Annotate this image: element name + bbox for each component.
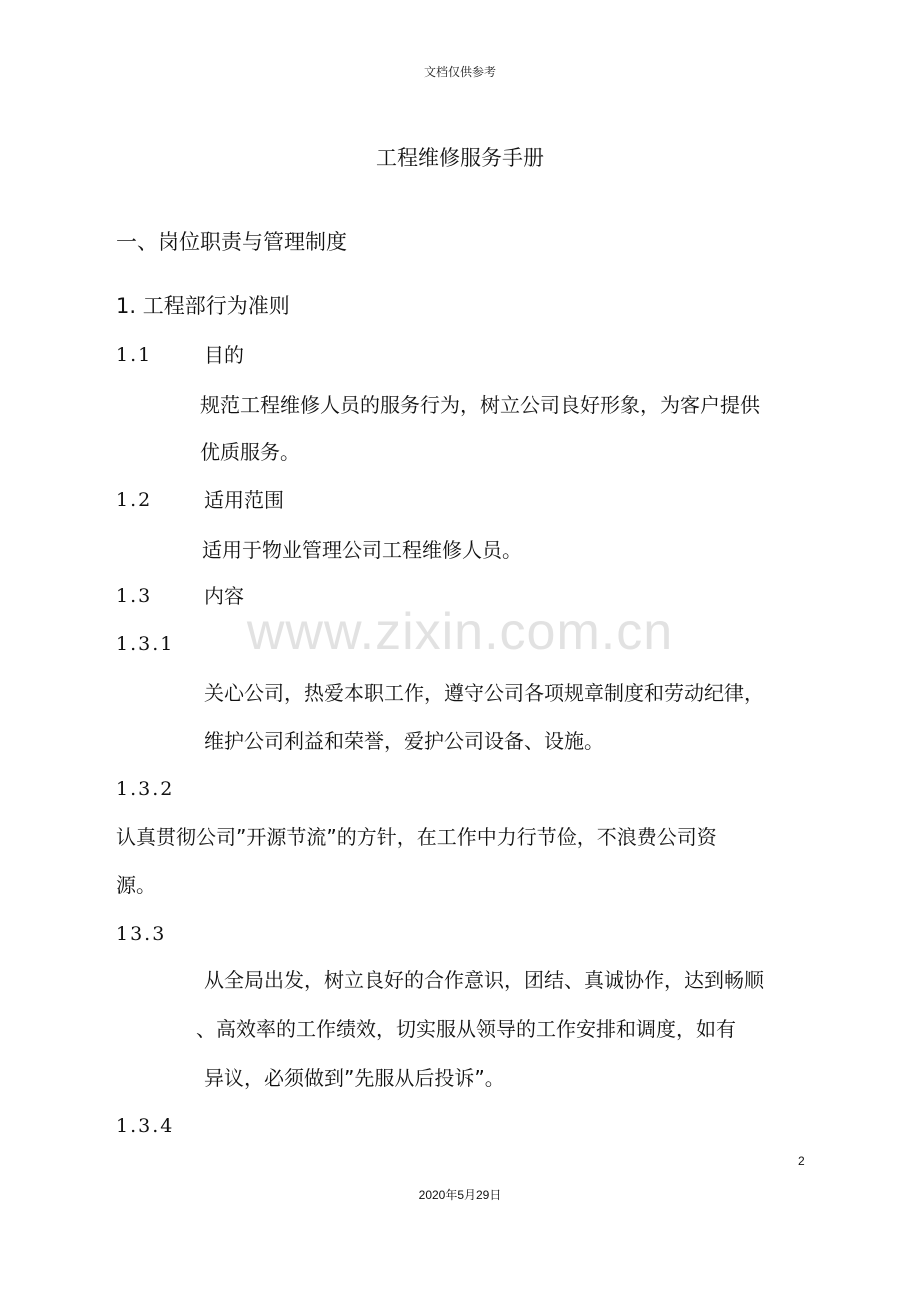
item-label: 适用范围 bbox=[204, 488, 284, 512]
paragraph-line: 优质服务。 bbox=[200, 440, 300, 464]
paragraph-line: 规范工程维修人员的服务行为，树立公司良好形象，为客户提供 bbox=[200, 393, 760, 417]
paragraph-line: 、高效率的工作绩效，切实服从领导的工作安排和调度，如有 bbox=[196, 1017, 736, 1041]
paragraph-line: 从全局出发，树立良好的合作意识，团结、真诚协作，达到畅顺 bbox=[204, 968, 764, 992]
section-heading: 一、岗位职责与管理制度 bbox=[116, 230, 347, 254]
item-number: 1.2 bbox=[116, 489, 153, 511]
item-number: 13.3 bbox=[116, 923, 167, 945]
subsection-heading: 1. 工程部行为准则 bbox=[116, 294, 290, 318]
watermark: www.zixin.com.cn bbox=[246, 603, 674, 661]
item-number: 1.3.2 bbox=[116, 778, 175, 800]
footer-date: 2020年5月29日 bbox=[418, 1188, 502, 1202]
item-label: 内容 bbox=[204, 584, 244, 608]
document-title: 工程维修服务手册 bbox=[376, 146, 544, 170]
header-note: 文档仅供参考 bbox=[423, 65, 496, 79]
paragraph-line: 认真贯彻公司”开源节流”的方针，在工作中力行节俭，不浪费公司资 bbox=[116, 825, 717, 849]
item-label: 目的 bbox=[204, 343, 244, 367]
item-number: 1.3 bbox=[116, 585, 153, 607]
paragraph-line: 适用于物业管理公司工程维修人员。 bbox=[202, 538, 522, 562]
item-number: 1.1 bbox=[116, 344, 153, 366]
paragraph-line: 源。 bbox=[116, 873, 156, 897]
paragraph-line: 关心公司，热爱本职工作，遵守公司各项规章制度和劳动纪律， bbox=[204, 681, 764, 705]
page-number: 2 bbox=[798, 1154, 805, 1168]
item-number: 1.3.1 bbox=[116, 633, 175, 655]
paragraph-line: 异议，必须做到”先服从后投诉”。 bbox=[204, 1066, 505, 1090]
paragraph-line: 维护公司利益和荣誉，爱护公司设备、设施。 bbox=[204, 729, 604, 753]
item-number: 1.3.4 bbox=[116, 1115, 175, 1137]
